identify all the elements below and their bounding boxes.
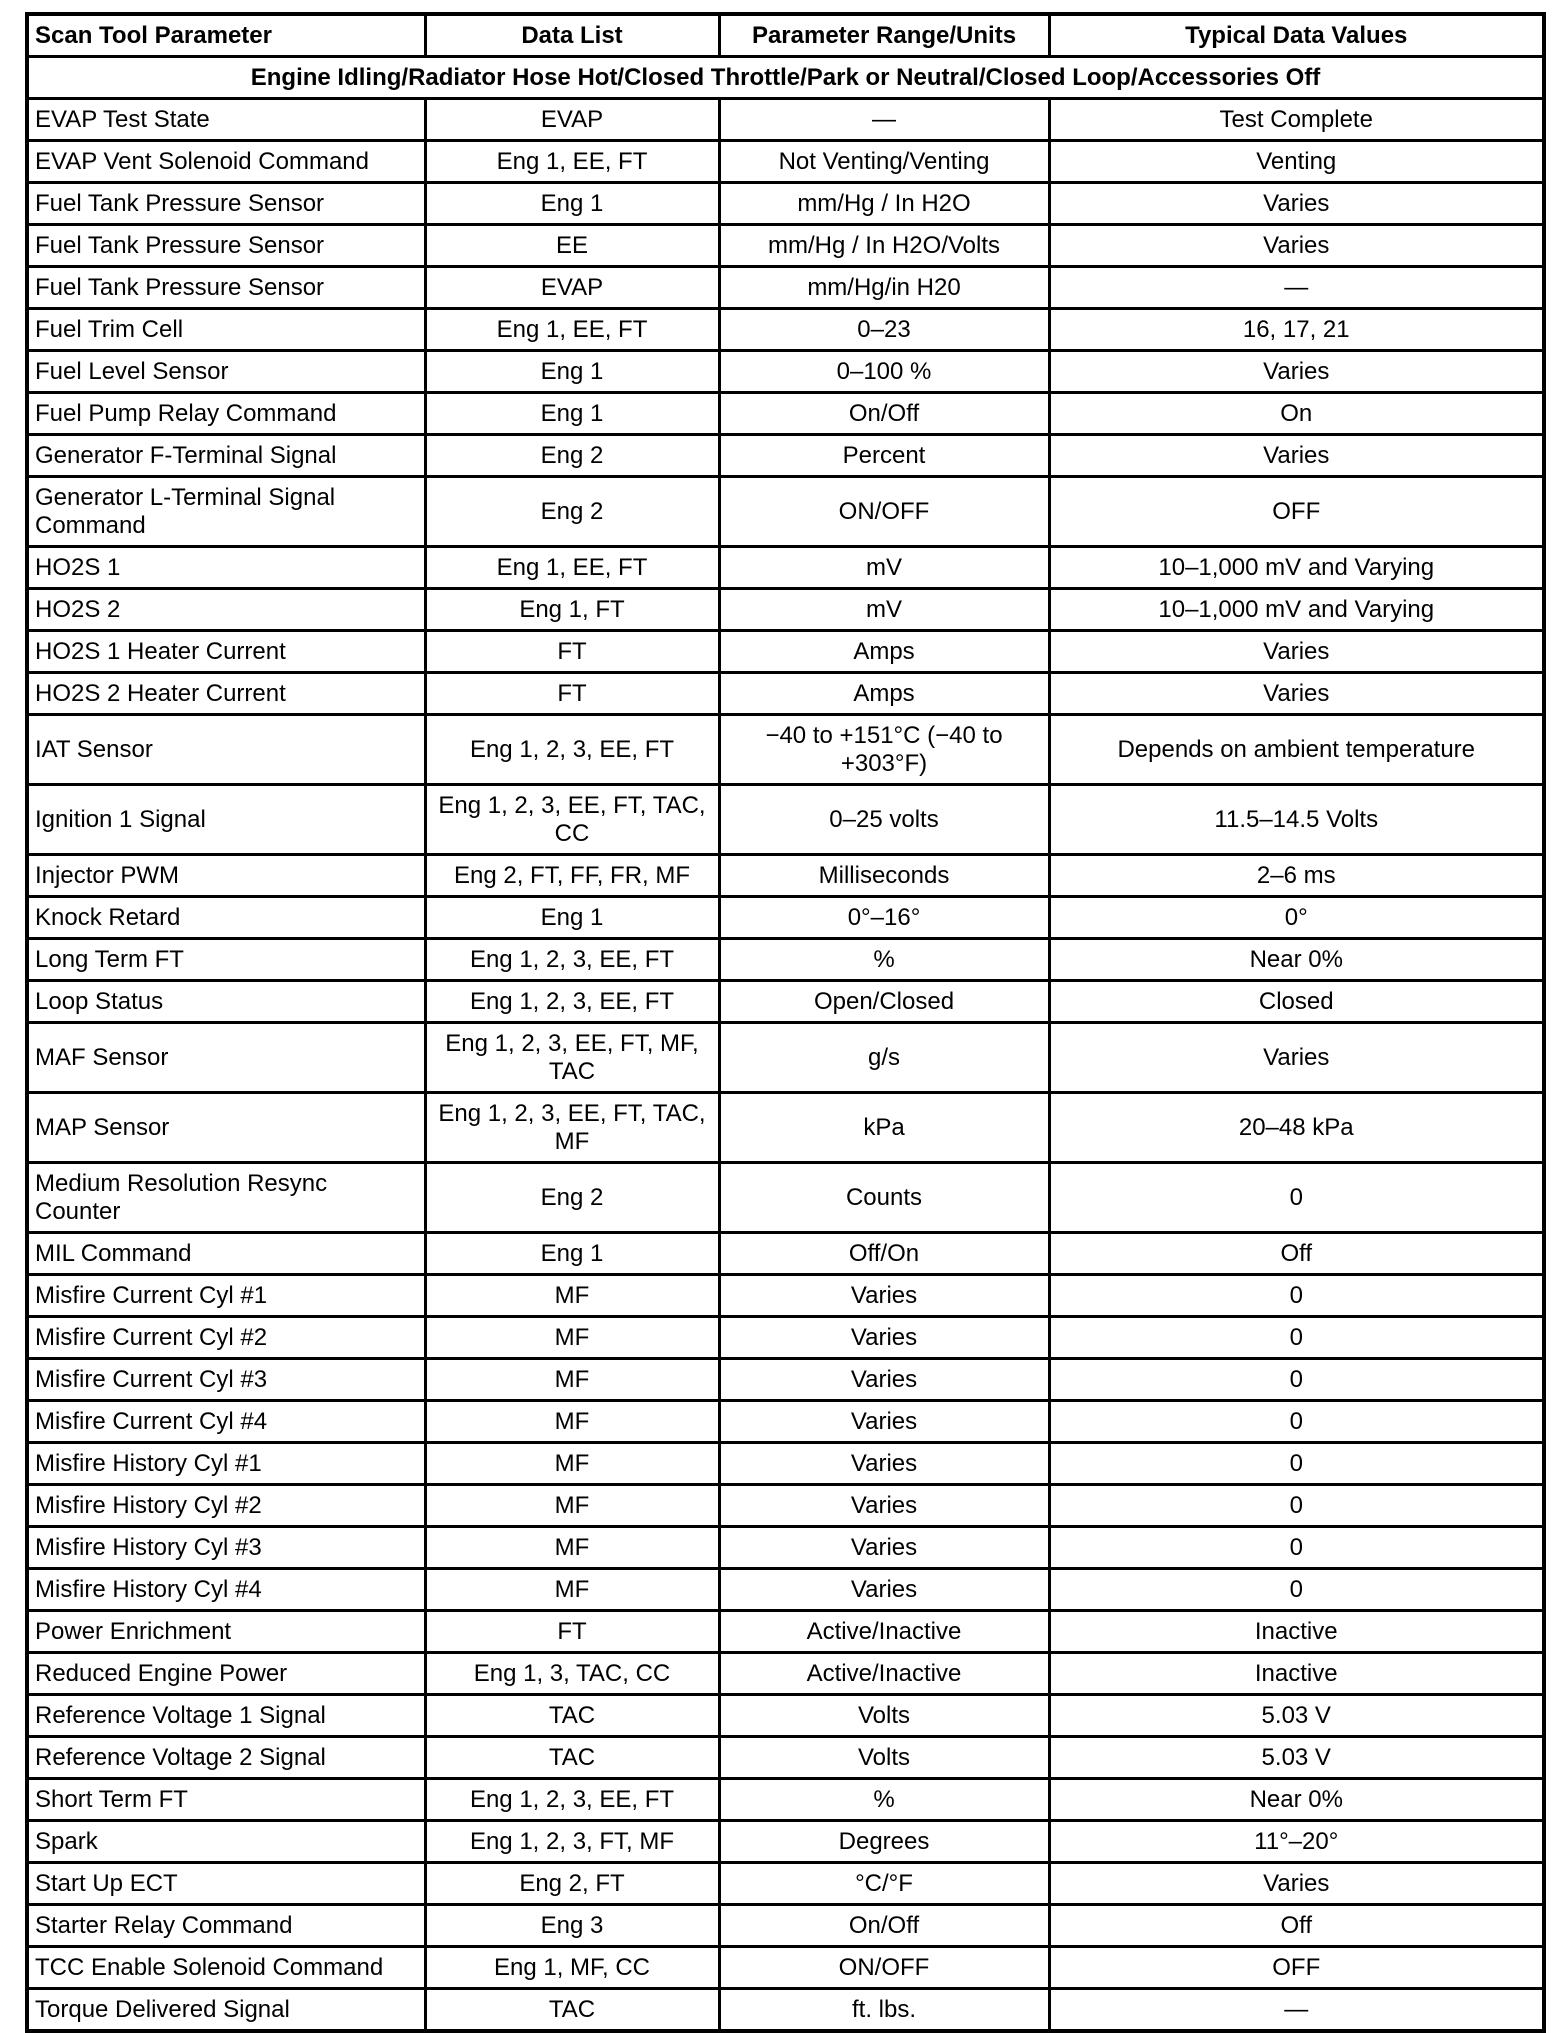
cell-typical-value: 10–1,000 mV and Varying [1049,547,1544,589]
cell-range-units: 0–100 % [719,351,1049,393]
cell-parameter: Generator F-Terminal Signal [27,435,425,477]
cell-range-units: Off/On [719,1233,1049,1275]
cell-range-units: Volts [719,1737,1049,1779]
table-row [27,309,1544,351]
cell-data-list: Eng 1, 2, 3, EE, FT [425,981,719,1023]
cell-data-list: MF [425,1275,719,1317]
cell-parameter: MAF Sensor [27,1023,425,1093]
cell-range-units: mV [719,589,1049,631]
cell-data-list: EVAP [425,99,719,141]
cell-parameter: Ignition 1 Signal [27,785,425,855]
cell-typical-value: Off [1049,1233,1544,1275]
cell-typical-value: Varies [1049,351,1544,393]
table-row [27,785,1544,855]
cell-typical-value: Inactive [1049,1653,1544,1695]
cell-parameter: Fuel Tank Pressure Sensor [27,267,425,309]
cell-parameter: Reduced Engine Power [27,1653,425,1695]
cell-range-units: g/s [719,1023,1049,1093]
cell-typical-value: Varies [1049,225,1544,267]
cell-parameter: Power Enrichment [27,1611,425,1653]
cell-typical-value: OFF [1049,1947,1544,1989]
table-row [27,939,1544,981]
cell-parameter: EVAP Vent Solenoid Command [27,141,425,183]
table-row [27,1317,1544,1359]
cell-data-list: MF [425,1443,719,1485]
cell-data-list: Eng 2, FT, FF, FR, MF [425,855,719,897]
cell-range-units: 0–23 [719,309,1049,351]
cell-parameter: HO2S 1 [27,547,425,589]
cell-range-units: Varies [719,1401,1049,1443]
cell-parameter: Misfire Current Cyl #2 [27,1317,425,1359]
cell-parameter: Misfire History Cyl #4 [27,1569,425,1611]
cell-data-list: Eng 1, 2, 3, EE, FT [425,1779,719,1821]
cell-range-units: Amps [719,631,1049,673]
cell-parameter: HO2S 2 [27,589,425,631]
cell-range-units: On/Off [719,393,1049,435]
table-row [27,1947,1544,1989]
cell-typical-value: 0 [1049,1163,1544,1233]
section-row [27,57,1544,99]
table-row [27,225,1544,267]
table-row [27,1863,1544,1905]
cell-data-list: Eng 1 [425,393,719,435]
cell-parameter: Spark [27,1821,425,1863]
cell-data-list: Eng 1, EE, FT [425,309,719,351]
table-row [27,351,1544,393]
cell-typical-value: Closed [1049,981,1544,1023]
cell-data-list: Eng 1, 2, 3, EE, FT, TAC, CC [425,785,719,855]
cell-range-units: −40 to +151°C (−40 to +303°F) [719,715,1049,785]
cell-data-list: FT [425,673,719,715]
cell-parameter: Fuel Level Sensor [27,351,425,393]
cell-parameter: Misfire History Cyl #3 [27,1527,425,1569]
cell-data-list: TAC [425,1989,719,2032]
cell-parameter: MIL Command [27,1233,425,1275]
cell-range-units: mV [719,547,1049,589]
cell-range-units: Percent [719,435,1049,477]
table-row [27,267,1544,309]
cell-data-list: MF [425,1401,719,1443]
cell-range-units: Active/Inactive [719,1653,1049,1695]
cell-parameter: Start Up ECT [27,1863,425,1905]
table-row [27,1989,1544,2032]
cell-data-list: Eng 1 [425,351,719,393]
cell-typical-value: 0 [1049,1569,1544,1611]
cell-parameter: Injector PWM [27,855,425,897]
cell-typical-value: — [1049,267,1544,309]
table-row [27,1023,1544,1093]
cell-range-units: ON/OFF [719,1947,1049,1989]
header-row [27,14,1544,57]
table-row [27,477,1544,547]
cell-typical-value: 0 [1049,1527,1544,1569]
cell-typical-value: Near 0% [1049,939,1544,981]
table-row [27,1779,1544,1821]
cell-parameter: EVAP Test State [27,99,425,141]
cell-data-list: Eng 1 [425,1233,719,1275]
cell-data-list: Eng 1, FT [425,589,719,631]
table-row [27,1905,1544,1947]
cell-typical-value: 5.03 V [1049,1695,1544,1737]
cell-parameter: Knock Retard [27,897,425,939]
cell-range-units: kPa [719,1093,1049,1163]
cell-data-list: TAC [425,1737,719,1779]
table-row [27,1275,1544,1317]
cell-range-units: mm/Hg / In H2O/Volts [719,225,1049,267]
cell-typical-value: Varies [1049,435,1544,477]
table-row [27,1695,1544,1737]
cell-parameter: Misfire History Cyl #2 [27,1485,425,1527]
cell-data-list: Eng 3 [425,1905,719,1947]
cell-parameter: HO2S 2 Heater Current [27,673,425,715]
cell-parameter: Starter Relay Command [27,1905,425,1947]
cell-typical-value: Test Complete [1049,99,1544,141]
cell-parameter: Fuel Tank Pressure Sensor [27,225,425,267]
cell-data-list: Eng 1, EE, FT [425,141,719,183]
cell-range-units: Counts [719,1163,1049,1233]
cell-typical-value: Depends on ambient temperature [1049,715,1544,785]
table-row [27,547,1544,589]
cell-parameter: Misfire Current Cyl #3 [27,1359,425,1401]
table-row [27,1401,1544,1443]
table-row [27,1485,1544,1527]
cell-typical-value: OFF [1049,477,1544,547]
cell-range-units: °C/°F [719,1863,1049,1905]
cell-data-list: Eng 2 [425,477,719,547]
cell-range-units: ON/OFF [719,477,1049,547]
table-row [27,1443,1544,1485]
cell-data-list: Eng 1 [425,183,719,225]
table-row [27,393,1544,435]
table-row [27,981,1544,1023]
cell-range-units: Open/Closed [719,981,1049,1023]
cell-typical-value: 0 [1049,1275,1544,1317]
cell-typical-value: Inactive [1049,1611,1544,1653]
cell-range-units: Varies [719,1275,1049,1317]
cell-typical-value: 10–1,000 mV and Varying [1049,589,1544,631]
cell-typical-value: Near 0% [1049,1779,1544,1821]
cell-range-units: Varies [719,1317,1049,1359]
table-row [27,183,1544,225]
cell-typical-value: 0° [1049,897,1544,939]
cell-range-units: Not Venting/Venting [719,141,1049,183]
section-conditions: Engine Idling/Radiator Hose Hot/Closed Throttle/Park or Neutral/Closed Loop/Accessories Off [27,57,1544,99]
cell-parameter: IAT Sensor [27,715,425,785]
cell-data-list: Eng 1, 2, 3, EE, FT [425,939,719,981]
table-row [27,897,1544,939]
cell-typical-value: Varies [1049,673,1544,715]
table-row [27,99,1544,141]
cell-typical-value: 20–48 kPa [1049,1093,1544,1163]
column-header-parameter: Scan Tool Parameter [27,14,425,57]
cell-parameter: Misfire History Cyl #1 [27,1443,425,1485]
table-row [27,855,1544,897]
table-row [27,1163,1544,1233]
cell-parameter: Long Term FT [27,939,425,981]
cell-parameter: TCC Enable Solenoid Command [27,1947,425,1989]
cell-data-list: FT [425,1611,719,1653]
cell-range-units: Varies [719,1527,1049,1569]
cell-data-list: Eng 1, EE, FT [425,547,719,589]
cell-parameter: MAP Sensor [27,1093,425,1163]
table-row [27,435,1544,477]
cell-typical-value: 0 [1049,1485,1544,1527]
table-row [27,673,1544,715]
cell-typical-value: Varies [1049,1023,1544,1093]
cell-parameter: Short Term FT [27,1779,425,1821]
table-row [27,1653,1544,1695]
cell-data-list: Eng 2, FT [425,1863,719,1905]
cell-parameter: Misfire Current Cyl #4 [27,1401,425,1443]
cell-data-list: EVAP [425,267,719,309]
cell-data-list: Eng 1, MF, CC [425,1947,719,1989]
cell-range-units: mm/Hg / In H2O [719,183,1049,225]
cell-range-units: On/Off [719,1905,1049,1947]
table-row [27,589,1544,631]
cell-typical-value: 11.5–14.5 Volts [1049,785,1544,855]
cell-typical-value: 11°–20° [1049,1821,1544,1863]
cell-typical-value: 0 [1049,1401,1544,1443]
cell-parameter: Generator L-Terminal Signal Command [27,477,425,547]
table-row [27,1527,1544,1569]
cell-range-units: 0–25 volts [719,785,1049,855]
cell-range-units: ft. lbs. [719,1989,1049,2032]
cell-typical-value: 16, 17, 21 [1049,309,1544,351]
cell-parameter: HO2S 1 Heater Current [27,631,425,673]
cell-range-units: Volts [719,1695,1049,1737]
cell-typical-value: On [1049,393,1544,435]
cell-typical-value: 2–6 ms [1049,855,1544,897]
cell-parameter: Medium Resolution Resync Counter [27,1163,425,1233]
cell-typical-value: Venting [1049,141,1544,183]
cell-data-list: MF [425,1569,719,1611]
table-row [27,1611,1544,1653]
cell-data-list: MF [425,1527,719,1569]
cell-range-units: % [719,1779,1049,1821]
cell-data-list: EE [425,225,719,267]
cell-range-units: Varies [719,1443,1049,1485]
table-row [27,1359,1544,1401]
cell-data-list: Eng 1, 2, 3, EE, FT, TAC, MF [425,1093,719,1163]
cell-typical-value: Varies [1049,631,1544,673]
cell-typical-value: Varies [1049,1863,1544,1905]
cell-parameter: Torque Delivered Signal [27,1989,425,2032]
cell-data-list: Eng 1, 2, 3, EE, FT [425,715,719,785]
table-row [27,141,1544,183]
table-row [27,1569,1544,1611]
cell-typical-value: 0 [1049,1359,1544,1401]
cell-range-units: mm/Hg/in H20 [719,267,1049,309]
cell-data-list: MF [425,1485,719,1527]
column-header-data-list: Data List [425,14,719,57]
column-header-typical-values: Typical Data Values [1049,14,1544,57]
cell-typical-value: Off [1049,1905,1544,1947]
cell-range-units: Active/Inactive [719,1611,1049,1653]
cell-range-units: Milliseconds [719,855,1049,897]
cell-data-list: TAC [425,1695,719,1737]
cell-range-units: Varies [719,1569,1049,1611]
cell-range-units: 0°–16° [719,897,1049,939]
cell-parameter: Fuel Tank Pressure Sensor [27,183,425,225]
cell-data-list: MF [425,1317,719,1359]
cell-data-list: Eng 1, 2, 3, FT, MF [425,1821,719,1863]
cell-range-units: Degrees [719,1821,1049,1863]
cell-parameter: Fuel Trim Cell [27,309,425,351]
cell-range-units: Varies [719,1359,1049,1401]
cell-typical-value: Varies [1049,183,1544,225]
cell-parameter: Loop Status [27,981,425,1023]
cell-range-units: Amps [719,673,1049,715]
table-row [27,715,1544,785]
table-row [27,1093,1544,1163]
cell-typical-value: 0 [1049,1443,1544,1485]
cell-data-list: MF [425,1359,719,1401]
table-row [27,1821,1544,1863]
cell-data-list: Eng 1 [425,897,719,939]
cell-range-units: % [719,939,1049,981]
cell-parameter: Reference Voltage 1 Signal [27,1695,425,1737]
cell-range-units: — [719,99,1049,141]
cell-data-list: Eng 1, 2, 3, EE, FT, MF, TAC [425,1023,719,1093]
cell-parameter: Misfire Current Cyl #1 [27,1275,425,1317]
cell-data-list: Eng 1, 3, TAC, CC [425,1653,719,1695]
column-header-range-units: Parameter Range/Units [719,14,1049,57]
cell-typical-value: 5.03 V [1049,1737,1544,1779]
scan-tool-data-table [25,12,1546,2033]
cell-data-list: Eng 2 [425,435,719,477]
cell-range-units: Varies [719,1485,1049,1527]
cell-parameter: Reference Voltage 2 Signal [27,1737,425,1779]
cell-data-list: Eng 2 [425,1163,719,1233]
cell-typical-value: 0 [1049,1317,1544,1359]
cell-data-list: FT [425,631,719,673]
table-row [27,1737,1544,1779]
table-row [27,631,1544,673]
cell-parameter: Fuel Pump Relay Command [27,393,425,435]
table-row [27,1233,1544,1275]
cell-typical-value: — [1049,1989,1544,2032]
